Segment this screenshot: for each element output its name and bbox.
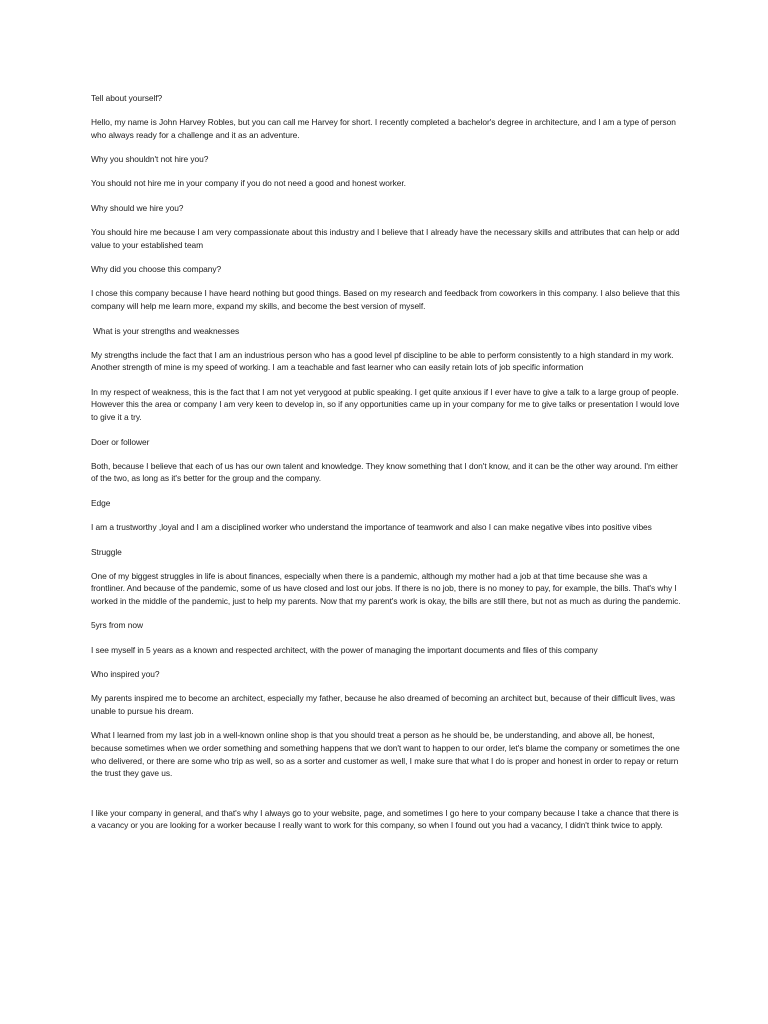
question-doer-or-follower: Doer or follower: [91, 436, 150, 447]
question-edge: Edge: [91, 497, 111, 508]
answer-struggle: One of my biggest struggles in life is about finances, especially when there is a pandemic, although my mother had a job at that time because she was a frontliner. And because of the pandemic, some of us have closed and lost our jobs. If there is no job, there is no money to pay, for example, the bills. That's why I worked in the middle of the pandemic, just to help my parents. Now that my parent's work is okay, the bills are still there, but not as much as during the pandemic.: [91, 570, 681, 606]
question-tell-about-yourself: Tell about yourself?: [91, 93, 163, 103]
answer-weaknesses: In my respect of weakness, this is the fact that I am not yet verygood at public speaking. I get quite anxious if I ever have to give a talk to a large group of people. However this the area or company I am very keen to develop in, so if any opportunities came up in your company for me to give talks or presentation I would love to give it a try.: [91, 386, 680, 422]
answer-doer-or-follower: Both, because I believe that each of us has our own talent and knowledge. They know something that I don't know, and it can be the other way around. I'm either of the two, as long as it's better for the group and the company.: [91, 460, 678, 484]
document-body: [91, 92, 681, 844]
question-struggle: Struggle: [91, 546, 122, 557]
answer-5yrs-from-now: I see myself in 5 years as a known and respected architect, with the power of managing the important documents and files of this company: [91, 644, 598, 655]
answer-last-job-learning: What I learned from my last job in a well-known online shop is that you should treat a person as he should be, be understanding, and above all, be honest, because sometimes when we order something and something happens that we don't want to happen to our order, let's blame the company or sometimes the one who delivered, or there are some who trip as well, so as a sorter and customer as well, I make sure that what I do is proper and honest in order to repay or return the trust they gave us.: [91, 730, 680, 779]
answer-edge: I am a trustworthy ,loyal and I am a disciplined worker who understand the importance of teamwork and also I can make negative vibes into positive vibes: [91, 521, 652, 532]
answer-why-company: I chose this company because I have heard nothing but good things. Based on my research and feedback from coworkers in this company. I also believe that this company will help me learn more, expand my skills, and become the best version of myself.: [91, 288, 680, 311]
question-5yrs-from-now: 5yrs from now: [91, 620, 143, 631]
question-strengths-weaknesses: What is your strengths and weaknesses: [93, 325, 240, 336]
question-why-not-hire: Why you shouldn't not hire you?: [91, 154, 209, 165]
question-why-hire: Why should we hire you?: [91, 202, 184, 213]
answer-strengths: My strengths include the fact that I am an industrious person who has a good level pf discipline to be able to perform consistently to a high standard in my work. Another strength of mine is my speed of working. I am a teachable and fast learner who can easily retain lots of job specific information: [91, 349, 674, 373]
answer-tell-about-yourself: Hello, my name is John Harvey Robles, but you can call me Harvey for short. I recently completed a bachelor's degree in architecture, and I am a type of person who always ready for a challenge and it as an adventure.: [91, 117, 676, 140]
question-who-inspired: Who inspired you?: [91, 669, 160, 680]
question-why-company: Why did you choose this company?: [91, 264, 222, 275]
answer-why-hire: You should hire me because I am very compassionate about this industry and I believe that I already have the necessary skills and attributes that can help or add value to your established team: [91, 227, 680, 250]
answer-who-inspired: My parents inspired me to become an architect, especially my father, because he also dreamed of becoming an architect but, because of their difficult lives, was unable to pursue his dream.: [91, 693, 675, 716]
answer-why-not-hire: You should not hire me in your company if you do not need a good and honest worker.: [91, 178, 406, 189]
closing-paragraph: I like your company in general, and that's why I always go to your website, page, and sometimes I go here to your company because I take a chance that there is a vacancy or you are looking for a worker because I really want to work for this company, so when I found out you had a vacancy, I didn't think twice to apply.: [91, 807, 679, 831]
